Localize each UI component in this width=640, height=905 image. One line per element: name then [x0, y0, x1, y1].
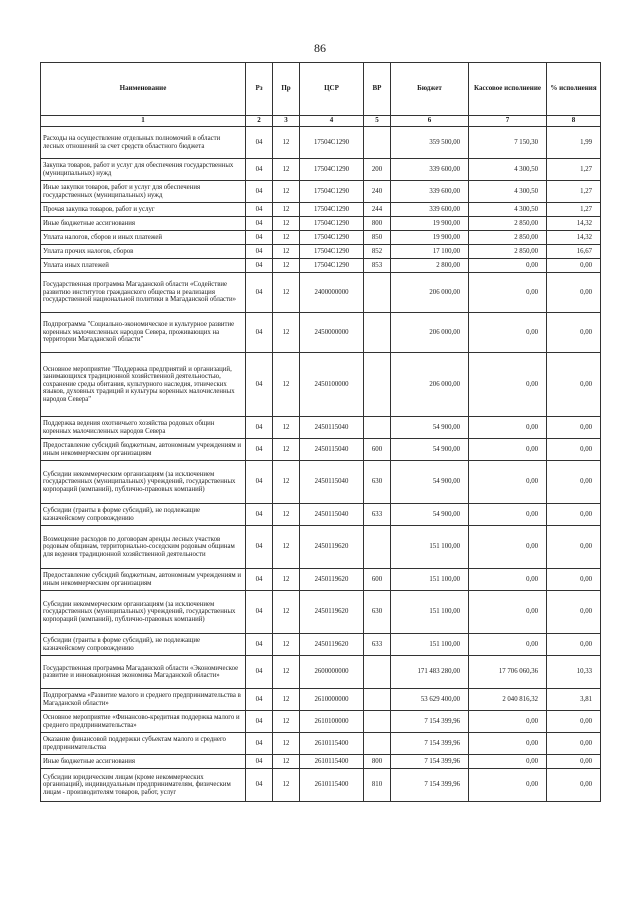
row-exec: 0,00	[469, 733, 547, 755]
row-exec: 2 850,00	[469, 217, 547, 231]
header-budget: Бюджет	[391, 63, 469, 116]
row-exec: 0,00	[469, 313, 547, 353]
row-rz: 04	[246, 203, 273, 217]
row-pr: 12	[273, 127, 300, 159]
table-row	[41, 569, 601, 591]
row-name: Иные закупки товаров, работ и услуг для обеспечения государственных (муниципальных) нужд	[41, 181, 246, 203]
row-csr: 17504С1290	[300, 159, 364, 181]
row-pct: 0,00	[547, 504, 601, 526]
row-pct: 1,27	[547, 203, 601, 217]
row-csr: 2450119620	[300, 569, 364, 591]
column-number: 5	[364, 116, 391, 127]
column-number: 6	[391, 116, 469, 127]
row-rz: 04	[246, 634, 273, 656]
row-rz: 04	[246, 273, 273, 313]
table-row	[41, 417, 601, 439]
row-vr: 630	[364, 591, 391, 634]
table-row	[41, 245, 601, 259]
table-row	[41, 504, 601, 526]
row-vr: 810	[364, 769, 391, 802]
row-pr: 12	[273, 181, 300, 203]
row-csr: 17504С1290	[300, 217, 364, 231]
row-rz: 04	[246, 461, 273, 504]
row-exec: 7 150,30	[469, 127, 547, 159]
row-pr: 12	[273, 569, 300, 591]
row-csr: 2610115400	[300, 733, 364, 755]
row-budget: 339 600,00	[391, 181, 469, 203]
row-pr: 12	[273, 526, 300, 569]
row-csr: 17504С1290	[300, 231, 364, 245]
row-exec: 2 040 816,32	[469, 689, 547, 711]
row-pr: 12	[273, 769, 300, 802]
row-budget: 151 100,00	[391, 634, 469, 656]
row-csr: 17504С1290	[300, 127, 364, 159]
row-budget: 171 483 280,00	[391, 656, 469, 689]
table-row	[41, 526, 601, 569]
row-name: Оказание финансовой поддержки субъектам малого и среднего предпринимательства	[41, 733, 246, 755]
table-row	[41, 313, 601, 353]
row-pr: 12	[273, 353, 300, 417]
row-budget: 2 800,00	[391, 259, 469, 273]
row-name: Расходы на осуществление отдельных полномочий в области лесных отношений за счет средств областного бюджета	[41, 127, 246, 159]
row-csr: 2450119620	[300, 591, 364, 634]
row-vr: 852	[364, 245, 391, 259]
row-budget: 206 000,00	[391, 353, 469, 417]
row-vr	[364, 689, 391, 711]
row-budget: 359 500,00	[391, 127, 469, 159]
row-rz: 04	[246, 127, 273, 159]
row-vr	[364, 733, 391, 755]
row-vr: 630	[364, 461, 391, 504]
row-pr: 12	[273, 217, 300, 231]
row-rz: 04	[246, 526, 273, 569]
row-budget: 54 900,00	[391, 504, 469, 526]
row-pr: 12	[273, 245, 300, 259]
row-pr: 12	[273, 417, 300, 439]
row-name: Основное мероприятие «Финансово-кредитная поддержка малого и среднего предпринимательства»	[41, 711, 246, 733]
row-csr: 2450119620	[300, 526, 364, 569]
row-exec: 0,00	[469, 526, 547, 569]
row-vr	[364, 313, 391, 353]
row-pct: 0,00	[547, 526, 601, 569]
row-csr: 2610100000	[300, 711, 364, 733]
row-exec: 0,00	[469, 634, 547, 656]
row-exec: 4 300,50	[469, 203, 547, 217]
row-csr: 2450115040	[300, 504, 364, 526]
row-name: Субсидии юридическим лицам (кроме некоммерческих организаций), индивидуальным предпринимателям, физическим лицам - производителям товаров, работ, услуг	[41, 769, 246, 802]
header-exec: Кассовое исполнение	[469, 63, 547, 116]
row-rz: 04	[246, 245, 273, 259]
header-pr: Пр	[273, 63, 300, 116]
row-rz: 04	[246, 231, 273, 245]
row-rz: 04	[246, 689, 273, 711]
row-vr	[364, 353, 391, 417]
row-rz: 04	[246, 159, 273, 181]
row-pr: 12	[273, 504, 300, 526]
row-name: Иные бюджетные ассигнования	[41, 755, 246, 769]
header-vr: ВР	[364, 63, 391, 116]
row-pct: 0,00	[547, 569, 601, 591]
row-exec: 0,00	[469, 591, 547, 634]
row-pr: 12	[273, 273, 300, 313]
row-exec: 17 706 060,36	[469, 656, 547, 689]
table-row	[41, 689, 601, 711]
row-exec: 0,00	[469, 569, 547, 591]
table-row	[41, 711, 601, 733]
row-name: Закупка товаров, работ и услуг для обеспечения государственных (муниципальных) нужд	[41, 159, 246, 181]
row-rz: 04	[246, 217, 273, 231]
row-pct: 0,00	[547, 733, 601, 755]
row-pct: 0,00	[547, 711, 601, 733]
budget-table	[40, 62, 601, 802]
table-row	[41, 217, 601, 231]
row-rz: 04	[246, 353, 273, 417]
row-budget: 151 100,00	[391, 526, 469, 569]
row-pct: 1,27	[547, 159, 601, 181]
table-row	[41, 656, 601, 689]
row-vr: 800	[364, 755, 391, 769]
row-vr	[364, 526, 391, 569]
row-pct: 0,00	[547, 259, 601, 273]
row-csr: 2450115040	[300, 461, 364, 504]
row-vr	[364, 711, 391, 733]
table-row	[41, 181, 601, 203]
row-exec: 0,00	[469, 259, 547, 273]
row-budget: 7 154 399,96	[391, 733, 469, 755]
row-budget: 339 600,00	[391, 203, 469, 217]
row-pr: 12	[273, 634, 300, 656]
column-number: 1	[41, 116, 246, 127]
row-rz: 04	[246, 504, 273, 526]
row-pct: 0,00	[547, 461, 601, 504]
row-pr: 12	[273, 733, 300, 755]
row-rz: 04	[246, 755, 273, 769]
row-pct: 10,33	[547, 656, 601, 689]
row-name: Прочая закупка товаров, работ и услуг	[41, 203, 246, 217]
header-rz: Рз	[246, 63, 273, 116]
table-row	[41, 769, 601, 802]
table-row	[41, 461, 601, 504]
header-name: Наименование	[41, 63, 246, 116]
row-exec: 4 300,50	[469, 159, 547, 181]
row-pct: 0,00	[547, 634, 601, 656]
row-csr: 2610000000	[300, 689, 364, 711]
row-pr: 12	[273, 656, 300, 689]
row-vr: 633	[364, 634, 391, 656]
row-vr	[364, 656, 391, 689]
row-pr: 12	[273, 591, 300, 634]
table-row	[41, 733, 601, 755]
row-budget: 54 900,00	[391, 417, 469, 439]
row-budget: 54 900,00	[391, 461, 469, 504]
row-vr	[364, 127, 391, 159]
row-exec: 0,00	[469, 273, 547, 313]
row-name: Поддержка ведения охотничьего хозяйства родовых общин коренных малочисленных народов Севера	[41, 417, 246, 439]
row-pct: 0,00	[547, 769, 601, 802]
row-exec: 0,00	[469, 755, 547, 769]
table-row	[41, 203, 601, 217]
row-exec: 4 300,50	[469, 181, 547, 203]
row-name: Субсидии некоммерческим организациям (за исключением государственных (муниципальных) учреждений, государственных корпораций (компаний), публично-правовых компаний)	[41, 461, 246, 504]
row-name: Субсидии некоммерческим организациям (за исключением государственных (муниципальных) учреждений, государственных корпораций (компаний), публично-правовых компаний)	[41, 591, 246, 634]
row-name: Уплата иных платежей	[41, 259, 246, 273]
row-name: Уплата налогов, сборов и иных платежей	[41, 231, 246, 245]
column-number: 3	[273, 116, 300, 127]
row-pct: 14,32	[547, 217, 601, 231]
row-exec: 0,00	[469, 711, 547, 733]
row-pct: 0,00	[547, 353, 601, 417]
row-vr: 600	[364, 569, 391, 591]
row-exec: 0,00	[469, 769, 547, 802]
row-budget: 151 100,00	[391, 591, 469, 634]
row-csr: 2450100000	[300, 353, 364, 417]
row-budget: 19 900,00	[391, 231, 469, 245]
column-number: 8	[547, 116, 601, 127]
row-rz: 04	[246, 656, 273, 689]
row-budget: 7 154 399,96	[391, 769, 469, 802]
table-row	[41, 231, 601, 245]
row-budget: 339 600,00	[391, 159, 469, 181]
row-vr: 244	[364, 203, 391, 217]
row-csr: 2400000000	[300, 273, 364, 313]
row-name: Государственная программа Магаданской области «Экономическое развитие и инновационная экономика Магаданской области»	[41, 656, 246, 689]
row-exec: 0,00	[469, 504, 547, 526]
row-name: Основное мероприятие "Поддержка предприятий и организаций, занимающихся традиционной хозяйственной деятельностью, сохранение среды обитания, культурного наследия, этнических языков, духовных традиций и культуры коренных малочисленных народов Севера"	[41, 353, 246, 417]
row-rz: 04	[246, 259, 273, 273]
table-row	[41, 353, 601, 417]
row-pct: 0,00	[547, 439, 601, 461]
row-budget: 206 000,00	[391, 313, 469, 353]
row-name: Предоставление субсидий бюджетным, автономным учреждениям и иным некоммерческим организациям	[41, 439, 246, 461]
row-rz: 04	[246, 591, 273, 634]
row-pr: 12	[273, 439, 300, 461]
row-name: Субсидии (гранты в форме субсидий), не подлежащие казначейскому сопровождению	[41, 634, 246, 656]
column-number: 7	[469, 116, 547, 127]
row-pr: 12	[273, 461, 300, 504]
row-pr: 12	[273, 259, 300, 273]
row-pct: 14,32	[547, 231, 601, 245]
table-body	[41, 127, 601, 802]
row-vr	[364, 417, 391, 439]
row-pct: 3,81	[547, 689, 601, 711]
row-pr: 12	[273, 313, 300, 353]
row-pr: 12	[273, 711, 300, 733]
row-pct: 0,00	[547, 313, 601, 353]
row-rz: 04	[246, 181, 273, 203]
table-row	[41, 127, 601, 159]
row-csr: 17504С1290	[300, 203, 364, 217]
row-pct: 16,67	[547, 245, 601, 259]
table-row	[41, 259, 601, 273]
row-vr: 853	[364, 259, 391, 273]
row-budget: 17 100,00	[391, 245, 469, 259]
table-row	[41, 634, 601, 656]
row-rz: 04	[246, 711, 273, 733]
header-pct: % исполнения	[547, 63, 601, 116]
row-exec: 0,00	[469, 461, 547, 504]
table-row	[41, 273, 601, 313]
row-budget: 151 100,00	[391, 569, 469, 591]
row-exec: 2 850,00	[469, 231, 547, 245]
row-csr: 2600000000	[300, 656, 364, 689]
table-row	[41, 439, 601, 461]
row-budget: 206 000,00	[391, 273, 469, 313]
row-rz: 04	[246, 569, 273, 591]
row-name: Иные бюджетные ассигнования	[41, 217, 246, 231]
row-vr: 633	[364, 504, 391, 526]
row-exec: 0,00	[469, 417, 547, 439]
row-budget: 19 900,00	[391, 217, 469, 231]
row-vr	[364, 273, 391, 313]
row-pct: 0,00	[547, 273, 601, 313]
row-budget: 7 154 399,96	[391, 755, 469, 769]
column-number: 2	[246, 116, 273, 127]
row-name: Предоставление субсидий бюджетным, автономным учреждениям и иным некоммерческим организациям	[41, 569, 246, 591]
row-rz: 04	[246, 313, 273, 353]
row-vr: 240	[364, 181, 391, 203]
row-pct: 0,00	[547, 755, 601, 769]
row-exec: 2 850,00	[469, 245, 547, 259]
row-name: Подпрограмма «Развитие малого и среднего предпринимательства в Магаданской области»	[41, 689, 246, 711]
row-pr: 12	[273, 755, 300, 769]
row-csr: 2450115040	[300, 439, 364, 461]
row-vr: 200	[364, 159, 391, 181]
row-name: Возмещение расходов по договорам аренды лесных участков родовым общинам, территориально-соседским родовым общинам для ведения традиционной хозяйственной деятельности	[41, 526, 246, 569]
row-rz: 04	[246, 769, 273, 802]
row-csr: 17504С1290	[300, 181, 364, 203]
row-rz: 04	[246, 439, 273, 461]
table-row	[41, 591, 601, 634]
row-csr: 2450000000	[300, 313, 364, 353]
row-pr: 12	[273, 231, 300, 245]
header-row	[41, 63, 601, 116]
row-vr: 600	[364, 439, 391, 461]
row-csr: 17504С1290	[300, 245, 364, 259]
header-csr: ЦСР	[300, 63, 364, 116]
row-csr: 2610115400	[300, 769, 364, 802]
row-vr: 800	[364, 217, 391, 231]
column-number-row	[41, 116, 601, 127]
row-name: Государственная программа Магаданской области «Содействие развитию институтов гражданского общества и реализация государственной национальной политики в Магаданской области»	[41, 273, 246, 313]
row-pct: 1,99	[547, 127, 601, 159]
row-csr: 17504С1290	[300, 259, 364, 273]
row-exec: 0,00	[469, 439, 547, 461]
row-csr: 2450119620	[300, 634, 364, 656]
row-pr: 12	[273, 203, 300, 217]
row-pr: 12	[273, 159, 300, 181]
row-pct: 0,00	[547, 591, 601, 634]
row-csr: 2450115040	[300, 417, 364, 439]
row-pct: 0,00	[547, 417, 601, 439]
row-exec: 0,00	[469, 353, 547, 417]
row-budget: 53 629 400,00	[391, 689, 469, 711]
row-vr: 850	[364, 231, 391, 245]
table-row	[41, 755, 601, 769]
row-rz: 04	[246, 733, 273, 755]
row-csr: 2610115400	[300, 755, 364, 769]
row-pct: 1,27	[547, 181, 601, 203]
row-name: Уплата прочих налогов, сборов	[41, 245, 246, 259]
table-row	[41, 159, 601, 181]
column-number: 4	[300, 116, 364, 127]
row-budget: 54 900,00	[391, 439, 469, 461]
row-budget: 7 154 399,96	[391, 711, 469, 733]
page-number: 86	[314, 41, 326, 55]
row-name: Подпрограмма "Социально-экономическое и культурное развитие коренных малочисленных народов Севера, проживающих на территории Магаданской области"	[41, 313, 246, 353]
row-rz: 04	[246, 417, 273, 439]
row-name: Субсидии (гранты в форме субсидий), не подлежащие казначейскому сопровождению	[41, 504, 246, 526]
row-pr: 12	[273, 689, 300, 711]
